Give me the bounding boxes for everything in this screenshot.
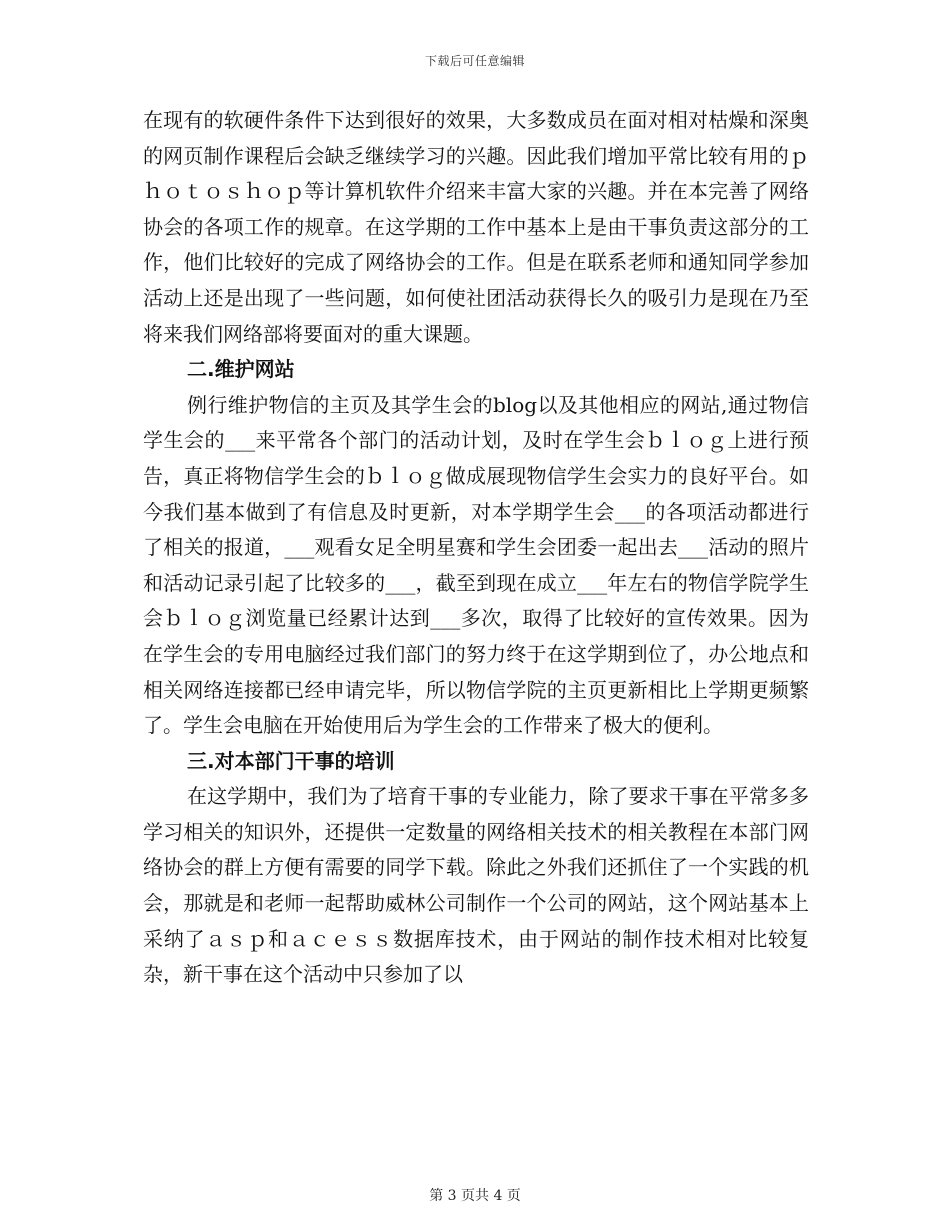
paragraph-staff-training: 在这学期中，我们为了培育干事的专业能力，除了要求干事在平常多多学习相关的知识外，还提供一定数量的网络相关技术的相关教程在本部门网络协会的群上方便有需要的同学下载。除此之外我们还抓住了一个实践的机会，那就是和老师一起帮助威林公司制作一个公司的网站，这个网站基本上采纳了ａｓｐ和ａｃｅｓｓ数据库技术，由于网站的制作技术相对比较复杂，新干事在这个活动中只参加了以 [143,784,809,987]
paragraph-continuation: 在现有的软硬件条件下达到很好的效果，大多数成员在面对相对枯燥和深奥的网页制作课程后会缺乏继续学习的兴趣。因此我们增加平常比较有用的ｐｈｏｔｏｓｈｏｐ等计算机软件介绍来丰富大家的兴趣。并在本完善了网络协会的各项工作的规章。在这学期的工作中基本上是由干事负责这部分的工作，他们比较好的完成了网络协会的工作。但是在联系老师和通知同学参加活动上还是出现了一些问题，如何使社团活动获得长久的吸引力是现在乃至将来我们网络部将要面对的重大课题。 [143,108,809,346]
document-body [143,103,809,993]
page-footer: 第 3 页共 4 页 [429,1188,521,1204]
section-heading-staff-training: 三.对本部门干事的培训 [187,748,395,773]
section-heading-maintain-website: 二.维护网站 [187,357,295,382]
page-header: 下载后可任意编辑 [424,54,525,68]
paragraph-maintain-website: 例行维护物信的主页及其学生会的blog以及其他相应的网站,通过物信学生会的___来平常各个部门的活动计划，及时在学生会ｂｌｏｇ上进行预告，真正将物信学生会的ｂｌｏｇ做成展现物信学生会实力的良好平台。如今我们基本做到了有信息及时更新，对本学期学生会___的各项活动都进行了相关的报道，___观看女足全明星赛和学生会团委一起出去___活动的照片和活动记录引起了比较多的___，截至到现在成立___年左右的物信学院学生会ｂｌｏｇ浏览量已经累计达到___多次，取得了比较好的宣传效果。因为在学生会的专用电脑经过我们部门的努力终于在这学期到位了，办公地点和相关网络连接都已经申请完毕，所以物信学院的主页更新相比上学期更频繁了。学生会电脑在开始使用后为学生会的工作带来了极大的便利。 [143,392,809,738]
